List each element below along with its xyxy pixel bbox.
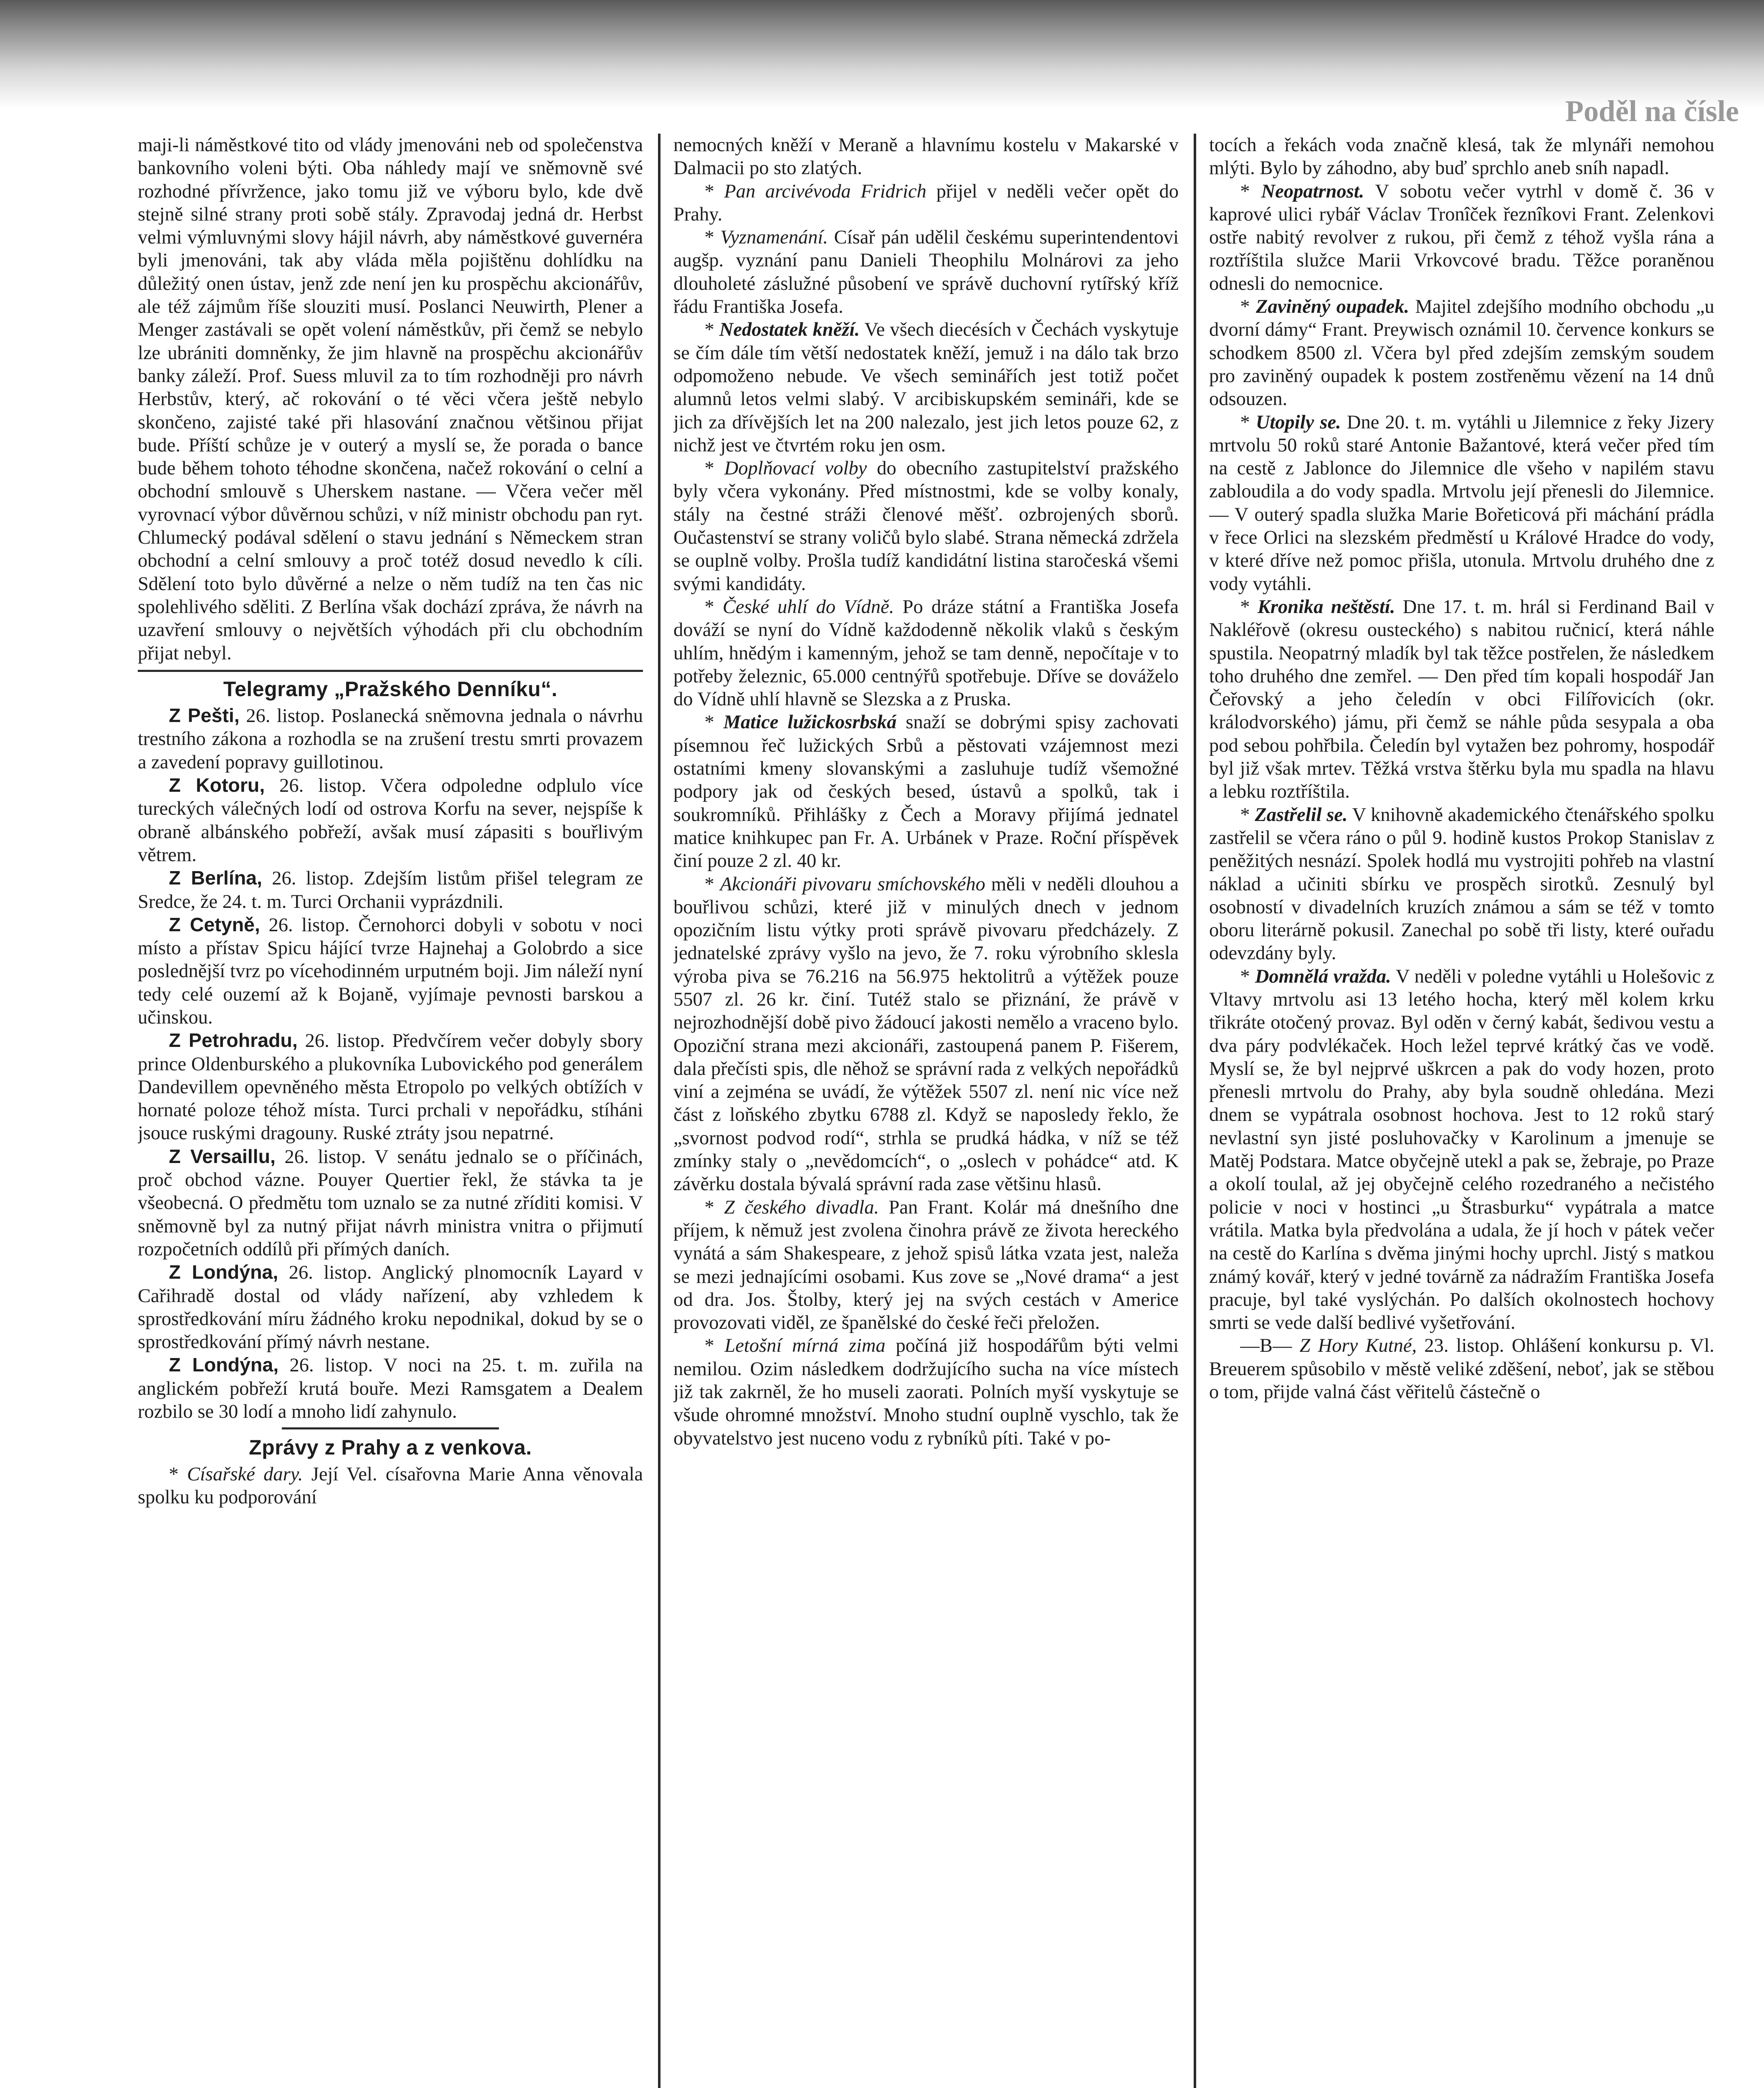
news-item: * České uhlí do Vídně. Po dráze státní a Františka Josefa dováží se nyní do Vídně každodenně několik vlaků s českým uhlím, hnědým i kamenným, jehož se tam denně, nepočítaje v to potřeby železnic, 65.000 centnýřů spotřebuje. Dříve se dováželo do Vídně uhlí hlavně se Slezska a z Pruska. — [673, 596, 1179, 710]
telegram-text: 26. listop. Předvčírem večer dobyly sbory prince Oldenburského a plukovníka Lubovického pod generálem Dandevillem opevněného města Etropolo po velkých obtížích v hornaté poloze téhož místa. Turci prchali v nepořádku, stíháni jsouce ruskými dragouny. Ruské ztráty jsou nepatrné. — [138, 1030, 643, 1144]
column-rule-left — [658, 134, 661, 2088]
telegram-place: Z Kotoru, — [169, 774, 265, 796]
news-item: * Letošní mírná zima počíná již hospodářům býti velmi nemilou. Ozim následkem dodržujícího sucha na více místech již tak zakrněl, že ho museli zaorati. Polních myší vyskytuje se všude ohromné množství. Mnoho studní ouplně vyschlo, tak že obyvatelstvo jest nuceno vodu z rybníků píti. Také v po- — [673, 1335, 1179, 1449]
heading-prague-news: Zprávy z Prahy a z venkova. — [249, 1436, 532, 1460]
news-item: * Kronika neštěstí. Dne 17. t. m. hrál si Ferdinand Bail v Nakléřově (okresu ousteckého) s nabitou ručnicí, která náhle spustila. Neopatrný mladík byl tak těžce postřelen, že následkem toho druhého dne zemřel. — Den před tím kopali hospodář Jan Čeřovský a jeho čeledín v obci Filířovicích (okr. králodvorského) jámu, při čemž se náhle půda sesypala a oba pod sebou pohřbila. Čeledín byl vytažen bez pohromy, hospodář byl již však mrtev. Těžká vrstva štěrku byla mu spadla na hlavu a lebku roztříštila. — [1209, 596, 1714, 803]
telegram-text: 26. listop. Anglický plnomocník Layard v Cařihradě dostal od vlády nařízení, aby vzhledem k sprostředkování míru žádného kroku nepodnikal, dokud by se o sprostředkování přímý návrh nestane. — [138, 1262, 643, 1353]
section-divider — [138, 670, 643, 672]
telegram-text: 26. listop. Zdejším listům přišel telegram ze Sredce, že 24. t. m. Turci Orchanii vyprázdnili. — [138, 868, 643, 912]
telegram-text: 26. listop. V senátu jednalo se o příčinách, proč obchod vázne. Pouyer Quertier řekl, že stávka ta je všeobecná. O předmětu tom uznalo se za nutné zříditi komisi. V sněmovně byl za nutný přijat návrh ministra vnitra o přijmutí rozpočetních oddílů při přímých daních. — [138, 1146, 643, 1260]
news-text: Po dráze státní a Františka Josefa dováží se nyní do Vídně každodenně několik vlaků s českým uhlím, hnědým i kamenným, jehož se tam denně, nepočítaje v to potřeby železnic, 65.000 centnýřů spotřebuje. Dříve se dováželo do Vídně uhlí hlavně se Slezska a z Pruska. — [673, 596, 1179, 710]
news-title: Vyznamenání. — [720, 227, 828, 248]
telegram-item — [138, 1353, 643, 1423]
news-title: Matice lužickosrbská — [723, 712, 897, 733]
news-text: V knihovně akademického čtenářského spolku zastřelil se včera ráno o půl 9. hodině kustos Prokop Stanislav z peněžitých nesnází. Spolek hodlá mu vystrojiti pohřeb na vlastní náklad a učiniti sbírku ve prospěch sirotků. Zesnulý byl osobností v divadelních kruzích známou a sám se též v tomto oboru literárně pokusil. Zanechal po sobě tři listy, které ouřadu odevzdány byly. — [1209, 804, 1714, 964]
news-text: Ve všech diecésích v Čechách vyskytuje se čím dále tím větší nedostatek kněží, jemuž i na dálo tak brzo odpomoženo nebude. Ve všech seminářích jest totiž počet alumnů letos velmi slabý. V arcibiskupském semináři, kde se jich za dřívějších let na 200 nalezalo, jest jich letos pouze 62, z nichž jest ve čtvrtém roku jen osm. — [673, 319, 1179, 456]
scan-top-edge — [0, 0, 1764, 109]
telegram-item — [138, 1145, 643, 1261]
news-title: Letošní mírná zima — [724, 1335, 886, 1357]
telegram-place: Z Londýna, — [169, 1261, 278, 1283]
news-item: * Doplňovací volby do obecního zastupitelství pražského byly včera vykonány. Před místnostmi, kde se volby konaly, stály na čestné stráži členové měšť. ozbrojených sborů. Oučastenství se strany voličů bylo slabé. Strana německá zdržela se ouplně volby. Prošla tudíž kandidátní listina staročeská všemi svými kandidáty. — [673, 458, 1179, 595]
telegram-text: 26. listop. Poslanecká sněmovna jednala o návrhu trestního zákona a rozhodla se na zrušení trestu smrti provazem a zavedení popravy guillotinou. — [138, 705, 643, 773]
telegram-text: 26. listop. V noci na 25. t. m. zuřila na anglickém pobřeží krutá bouře. Mezi Ramsgatem a Dealem rozbilo se 30 lodí a mnoho lidí zahynulo. — [138, 1355, 643, 1423]
news-title: Z českého divadla. — [724, 1196, 879, 1218]
telegram-place: Z Berlína, — [169, 867, 262, 889]
news-text: Dne 17. t. m. hrál si Ferdinand Bail v Nakléřově (okresu ousteckého) s nabitou ručnicí, která náhle spustila. Neopatrný mladík byl tak těžce postřelen, že následkem toho druhého dne zemřel. — Den před tím kopali hospodář Jan Čeřovský a jeho čeledín v obci Filířovicích (okr. králodvorského) jámu, při čemž se náhle půda sesypala a oba pod sebou pohřbila. Čeledín byl vytažen bez pohromy, hospodář byl již však mrtev. Těžká vrstva štěrku byla mu spadla na hlavu a lebku roztříštila. — [1209, 596, 1714, 803]
column-right — [1209, 134, 1714, 2088]
news-title: Pan arcivévoda Fridrich — [724, 180, 926, 202]
news-text: Její Vel. císařovna Marie Anna věnovala spolku ku podporování — [138, 1463, 643, 1508]
column-left — [138, 134, 643, 2088]
news-text: snaží se dobrými spisy zachovati písemnou řeč lužických Srbů a pěstovati vzájemnost mezi ostatními kmeny slovanskými a zasluhuje tudíž všemožné podpory jak od českých besed, ústavů a spolků, tak i soukromníků. Přihlášky z Čech a Moravy přijímá jednatel matice knihkupec pan Fr. A. Urbánek v Praze. Roční příspěvek činí pouze 2 zl. 40 kr. — [673, 712, 1179, 872]
news-item: * Nedostatek kněží. Ve všech diecésích v Čechách vyskytuje se čím dále tím větší nedostatek kněží, jemuž i na dálo tak brzo odpomoženo nebude. Ve všech seminářích jest totiž počet alumnů letos velmi slabý. V arcibiskupském semináři, kde se jich za dřívějších let na 200 nalezalo, jest jich letos pouze 62, z nichž jest ve čtvrtém roku jen osm. — [673, 319, 1179, 456]
news-continuation: nemocných kněží v Meraně a hlavnímu kostelu v Makarské v Dalmacii po sto zlatých. — [673, 134, 1179, 179]
news-title: Císařské dary. — [187, 1463, 303, 1485]
news-item: * Utopily se. Dne 20. t. m. vytáhli u Jilemnice z řeky Jizery mrtvolu 50 roků staré Antonie Bažantové, která večer před tím na cestě z Jablonce do Jilemnice dle všeho v napilém stavu zabloudila a do vody spadla. Mrtvolu její přenesli do Jilemnice. — V outerý spadla služka Marie Bořeticová při máchání prádla v řece Orlici na slezském předměstí u Králové Hradce do vody, v které dříve než pomoc přišla, utonula. Mrtvolu druhého dne z vody vytáhli. — [1209, 411, 1714, 595]
telegram-item — [138, 774, 643, 867]
news-item: * Zaviněný oupadek. Majitel zdejšího modního obchodu „u dvorní dámy“ Frant. Preywisch oznámil 10. července konkurs se schodkem 8500 zl. Včera byl před zdejším zemským soudem pro zaviněný oupadek k postem zostřeněmu vězení na 14 dnů odsouzen. — [1209, 296, 1714, 410]
telegram-place: Z Cetyně, — [169, 913, 260, 935]
news-title: Utopily se. — [1255, 411, 1341, 433]
news-item: * Pan arcivévoda Fridrich přijel v neděli večer opět do Prahy. — [673, 180, 1179, 225]
news-title: České uhlí do Vídně. — [722, 596, 894, 618]
news-text: do obecního zastupitelství pražského byly včera vykonány. Před místnostmi, kde se volby konaly, stály na čestné stráži členové měšť. ozbrojených sborů. Oučastenství se strany voličů bylo slabé. Strana německá zdržela se ouplně volby. Prošla tudíž kandidátní listina staročeská všemi svými kandidáty. — [673, 458, 1179, 595]
telegram-item — [138, 1261, 643, 1353]
telegram-text: 26. listop. Černohorci dobyli v sobotu v noci místo a přístav Spicu hájící tvrze Hajnehaj a Golobrdo a sice poslednější tvrz po vícehodinném urputném boji. Jim náleží nyní tedy celé ouzemí až k Bojaně, vyjímaje pevnosti barskou a učinskou. — [138, 914, 643, 1028]
telegram-item — [138, 1029, 643, 1145]
news-text: Majitel zdejšího modního obchodu „u dvorní dámy“ Frant. Preywisch oznámil 10. července konkurs se schodkem 8500 zl. Včera byl před zdejším zemským soudem pro zaviněný oupadek k postem zostřeněmu vězení na 14 dnů odsouzen. — [1209, 296, 1714, 410]
news-item: * Matice lužickosrbská snaží se dobrými spisy zachovati písemnou řeč lužických Srbů a pěstovati vzájemnost mezi ostatními kmeny slovanskými a zasluhuje tudíž všemožné podpory jak od českých besed, ústavů a spolků, tak i soukromníků. Přihlášky z Čech a Moravy přijímá jednatel matice knihkupec pan Fr. A. Urbánek v Praze. Roční příspěvek činí pouze 2 zl. 40 kr. — [673, 712, 1179, 872]
telegram-item — [138, 704, 643, 774]
news-text: Dne 20. t. m. vytáhli u Jilemnice z řeky Jizery mrtvolu 50 roků staré Antonie Bažantové, která večer před tím na cestě z Jablonce do Jilemnice dle všeho v napilém stavu zabloudila a do vody spadla. Mrtvolu její přenesli do Jilemnice. — V outerý spadla služka Marie Bořeticová při máchání prádla v řece Orlici na slezském předměstí u Králové Hradce do vody, v které dříve než pomoc přišla, utonula. Mrtvolu druhého dne z vody vytáhli. — [1209, 411, 1714, 595]
telegram-place: Z Versaillu, — [169, 1145, 276, 1167]
news-text: Císař pán udělil českému superintendentovi augšp. vyznání panu Danieli Theophilu Molnárovi za jeho dlouholeté záslužné působení ve správě duchovní rytířský kříž řádu Františka Josefa. — [673, 227, 1179, 318]
previous-page-fragment: Poděl na čísle — [1565, 94, 1739, 128]
news-text: Pan Frant. Kolár má dnešního dne příjem, k němuž jest zvolena činohra právě ze života hereckého vynátá a sám Shakespeare, z jehož spisů látka vzata jest, naleža se mezi jednajícími osobami. Kus zove se „Nové drama“ a jest od dra. Jos. Štolby, který jej na svých cestách v Americe provozovati viděl, ze španělské do české řeči přeložen. — [673, 1196, 1179, 1334]
news-title: Doplňovací volby — [724, 458, 867, 479]
news-text: počíná již hospodářům býti velmi nemilou. Ozim následkem dodržujícího sucha na více místech již tak zakrněl, že ho museli zaorati. Polních myší vyskytuje se všude ohromné množství. Mnoho studní ouplně vyschlo, tak že obyvatelstvo jest nuceno vodu z rybníků píti. Také v po- — [673, 1335, 1179, 1449]
column-middle — [673, 134, 1179, 2088]
news-item: * Neopatrnost. V sobotu večer vytrhl v domě č. 36 v kaprové ulici rybář Václav Tronîček řeznîkovi Frant. Zelenkovi ostře nabitý revolver z rukou, při čemž z téhož vyšla rána a roztříštila služce Marii Vrkovcové bradu. Těžce poraněnou odnesli do nemocnice. — [1209, 180, 1714, 294]
section-divider — [282, 1427, 499, 1429]
telegram-place: Z Londýna, — [169, 1354, 279, 1376]
news-lead: —B— — [1240, 1335, 1300, 1357]
heading-telegrams: Telegramy „Pražského Denníku“. — [223, 677, 558, 701]
news-item: * Vyznamenání. Císař pán udělil českému superintendentovi augšp. vyznání panu Danieli Theophilu Molnárovi za jeho dlouholeté záslužné působení ve správě duchovní rytířský kříž řádu Františka Josefa. — [673, 227, 1179, 318]
paragraph-bank-debate: maji-li náměstkové tito od vlády jmenováni neb od společenstva bankovního voleni býti. Oba náhledy mají ve sněmovně své rozhodné přívržence, jako tomu již ve výboru bylo, kde dvě stejně silné strany proti sobě stály. Zpravodaj jedná dr. Herbst velmi výmluvnými slovy hájil návrh, aby náměstkové guvernéra byli jmenováni, tak aby vláda měla pojištěnu dohlídku na důležitý onen ústav, jenž zde není jen ku prospěchu akcionářův, ale též zájmům říše slouziti musí. Poslanci Neuwirth, Plener a Menger zastávali se opět volení náměstkův, při čemž se nebylo lze ubrániti domněnky, že jim hlavně na prospěchu akcionářův banky záleží. Prof. Suess mluvil za to tím rozhodněji pro návrh Herbstův, který, ač rokování o té věci včera ještě nebylo skončeno, zajisté také při hlasování značnou většinou přijat bude. Příští schůze je v outerý a myslí se, že porada o bance bude během tohoto téhodne skončena, načež rokování o celní a obchodní smlouvě s Uherskem nastane. — Včera večer měl vyrovnací výbor důvěrnou schůzi, v níž ministr obchodu pan ryt. Chlumecký podával sdělení o stavu jednání s Německem stran obchodní a celní smlouvy a proč totéž dosud nevedlo k cíli. Sdělení toto bylo důvěrné a nelze o něm tudíž na ten čas nic spolehlivého sděliti. Z Berlína však dochází zpráva, že návrh na uzavření smlouvy o největších výhodách při clu obchodním přijat nebyl. — [138, 134, 643, 664]
news-title: Nedostatek kněží. — [719, 319, 860, 341]
news-title: Domnělá vražda. — [1255, 965, 1391, 987]
news-text: měli v neděli dlouhou a bouřlivou schůzi, které již v minulých dnech v jednom opozičním listu výtky proti správě pivovaru předcházely. Z jednatelské zprávy vyšlo na jevo, že 7. roku výrobního sklesla výroba piva se 76.216 na 56.975 hektolitrů a výtěžek pouze 5507 zl. 26 kr. činí. Tutéž stalo se přiznání, že právě v nejrozhodnější době pivo žádoucí jakosti nemělo a vraceno bylo. Opoziční strana mezi akcionáři, zastoupená panem P. Fišerem, dala přečísti spis, dle něhož se správní rada z velkých nepořádků viní a zejména se uvádí, že výtěžek 5507 zl. není nic více než část z loňského zbytku 6788 zl. Když se naposledy řeklo, že „svornost podvod rodí“, strhla se prudká hádka, v níž se též zmínky staly o „nevědomcích“, o „oslech v pohádce“ atd. K závěrku dostala bývalá správní rada zase většinu hlasů. — [673, 873, 1179, 1195]
news-continuation: tocích a řekách voda značně klesá, tak že mlynáři nemohou mlýti. Bylo by záhodno, aby buď sprchlo aneb sníh napadl. — [1209, 134, 1714, 179]
telegram-place: Z Petrohradu, — [169, 1029, 298, 1052]
telegram-item — [138, 867, 643, 913]
newspaper-page — [138, 134, 1716, 2088]
news-item: * Zastřelil se. V knihovně akademického čtenářského spolku zastřelil se včera ráno o půl 9. hodině kustos Prokop Stanislav z peněžitých nesnází. Spolek hodlá mu vystrojiti pohřeb na vlastní náklad a učiniti sbírku ve prospěch sirotků. Zesnulý byl osobností v divadelních kruzích známou a sám se též v tomto oboru literárně pokusil. Zanechal po sobě tři listy, které ouřadu odevzdány byly. — [1209, 804, 1714, 964]
news-title: Zastřelil se. — [1255, 804, 1348, 826]
news-item — [1209, 1334, 1714, 1404]
news-item: * Císařské dary. Její Vel. císařovna Marie Anna věnovala spolku ku podporování — [138, 1463, 643, 1508]
telegram-place: Z Pešti, — [169, 704, 240, 727]
telegram-item — [138, 913, 643, 1029]
news-title: Neopatrnost. — [1261, 180, 1364, 202]
news-item: * Akcionáři pivovaru smíchovského měli v neděli dlouhou a bouřlivou schůzi, které již v minulých dnech v jednom opozičním listu výtky proti správě pivovaru předcházely. Z jednatelské zprávy vyšlo na jevo, že 7. roku výrobního sklesla výroba piva se 76.216 na 56.975 hektolitrů a výtěžek pouze 5507 zl. 26 kr. činí. Tutéž stalo se přiznání, že právě v nejrozhodnější době pivo žádoucí jakosti nemělo a vraceno bylo. Opoziční strana mezi akcionáři, zastoupená panem P. Fišerem, dala přečísti spis, dle něhož se správní rada z velkých nepořádků viní a zejména se uvádí, že výtěžek 5507 zl. není nic více než část z loňského zbytku 6788 zl. Když se naposledy řeklo, že „svornost podvod rodí“, strhla se prudká hádka, v níž se též zmínky staly o „nevědomcích“, o „oslech v pohádce“ atd. K závěrku dostala bývalá správní rada zase většinu hlasů. — [673, 873, 1179, 1195]
news-title: Z Hory Kutné, — [1299, 1335, 1417, 1357]
news-text: 23. listop. Ohlášení konkursu p. Vl. Breuerem spůsobilo v městě veliké zděšení, neboť, jak se stěbou o tom, přijde valná část věřitelů částečně o — [1209, 1335, 1714, 1403]
news-title: Akcionáři pivovaru smíchovského — [720, 873, 985, 895]
column-rule-right — [1194, 134, 1196, 2088]
news-text: přijel v neděli večer opět do Prahy. — [673, 180, 1179, 225]
news-title: Zaviněný oupadek. — [1256, 296, 1410, 318]
news-text: V neděli v poledne vytáhli u Holešovic z Vltavy mrtvolu asi 13 letého hocha, který měl kolem krku třikráte otočený provaz. Byl oděn v černý kabát, šedivou vestu a dva páry podvlékaček. Hoch ležel teprvé krátký čas ve vodě. Myslí se, že byl nejprvé uškrcen a pak do vody hozen, proto přenesli mrtvolu do Prahy, aby byla soudně ohledána. Mezi dnem se vypátrala osobnost hochova. Jest to 12 roků starý nevlastní syn jisté posluhovačky v Karolinum a jmenuje se Matěj Podstara. Matce obyčejně utekl a pak se, žebraje, po Praze a okolí toulal, až jej obyčejně celého rozedraného a nečistého policie v noci v hostinci „u Štrasburku“ vypátrala a matce vrátila. Matka byla předvolána a udala, že jí hoch v pátek večer na cestě do Karlína s dvěma jinými hochy uprchl. Jistý s matkou známý kovář, který v jedné továrně za nádražím Františka Josefa pracuje, byl také vyslýchán. Po dalších okolnostech hochovy smrti se vede další bedlivé vyšetřování. — [1209, 965, 1714, 1334]
news-item: * Z českého divadla. Pan Frant. Kolár má dnešního dne příjem, k němuž jest zvolena činohra právě ze života hereckého vynátá a sám Shakespeare, z jehož spisů látka vzata jest, naleža se mezi jednajícími osobami. Kus zove se „Nové drama“ a jest od dra. Jos. Štolby, který jej na svých cestách v Americe provozovati viděl, ze španělské do české řeči přeložen. — [673, 1196, 1179, 1334]
news-title: Kronika neštěstí. — [1257, 596, 1395, 618]
telegram-text: 26. listop. Včera odpoledne odplulo více tureckých válečných lodí od ostrova Korfu na sever, nejspíše k obraně albánského pobřeží, avšak musí zápasiti s bouřlivým větrem. — [138, 775, 643, 866]
news-item: * Domnělá vražda. V neděli v poledne vytáhli u Holešovic z Vltavy mrtvolu asi 13 letého hocha, který měl kolem krku třikráte otočený provaz. Byl oděn v černý kabát, šedivou vestu a dva páry podvlékaček. Hoch ležel teprvé krátký čas ve vodě. Myslí se, že byl nejprvé uškrcen a pak do vody hozen, proto přenesli mrtvolu do Prahy, aby byla soudně ohledána. Mezi dnem se vypátrala osobnost hochova. Jest to 12 roků starý nevlastní syn jisté posluhovačky v Karolinum a jmenuje se Matěj Podstara. Matce obyčejně utekl a pak se, žebraje, po Praze a okolí toulal, až jej obyčejně celého rozedraného a nečistého policie v noci v hostinci „u Štrasburku“ vypátrala a matce vrátila. Matka byla předvolána a udala, že jí hoch v pátek večer na cestě do Karlína s dvěma jinými hochy uprchl. Jistý s matkou známý kovář, který v jedné továrně za nádražím Františka Josefa pracuje, byl také vyslýchán. Po dalších okolnostech hochovy smrti se vede další bedlivé vyšetřování. — [1209, 965, 1714, 1334]
news-text: V sobotu večer vytrhl v domě č. 36 v kaprové ulici rybář Václav Tronîček řeznîkovi Frant. Zelenkovi ostře nabitý revolver z rukou, při čemž z téhož vyšla rána a roztříštila služce Marii Vrkovcové bradu. Těžce poraněnou odnesli do nemocnice. — [1209, 180, 1714, 294]
